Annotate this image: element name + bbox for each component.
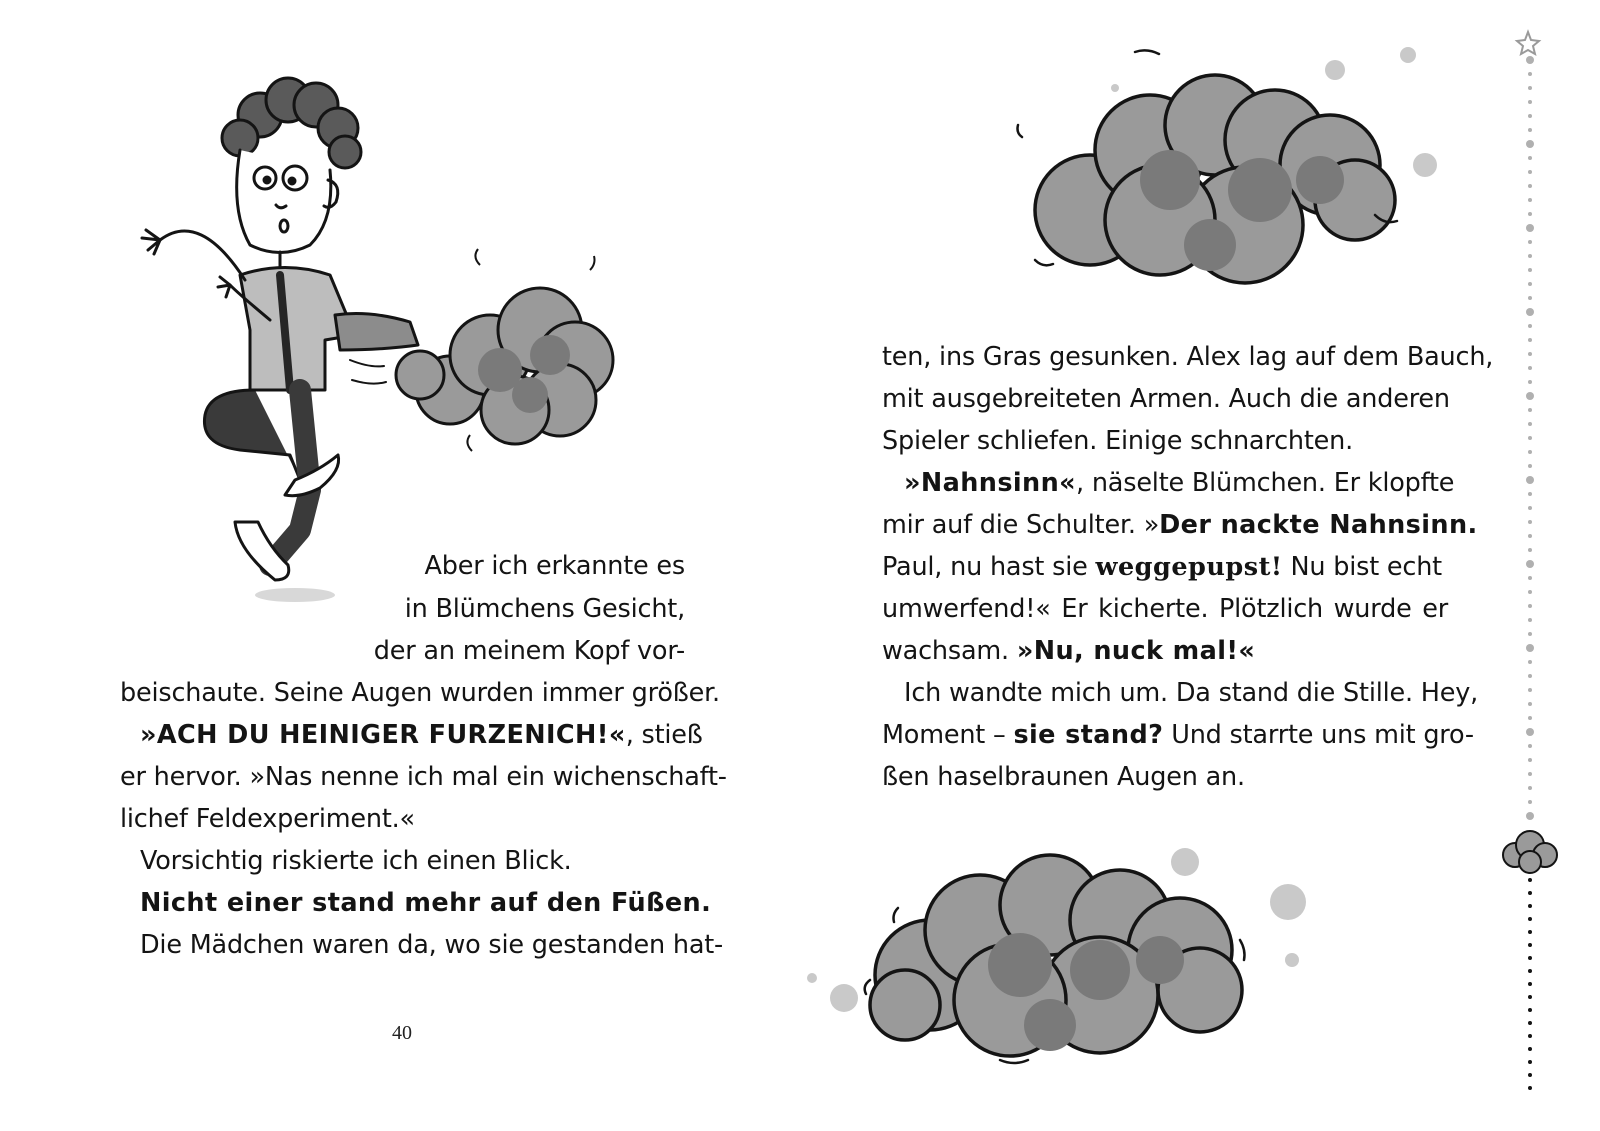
margin-dot: [1528, 995, 1532, 999]
margin-dot: [1526, 140, 1534, 148]
margin-dot: [1528, 1008, 1532, 1012]
margin-dot: [1528, 1047, 1532, 1051]
shout-text: »ACH DU HEINIGER FURZENICH!«: [140, 720, 626, 750]
margin-dot: [1526, 560, 1534, 568]
margin-dot: [1528, 338, 1532, 342]
margin-dot: [1528, 1086, 1532, 1090]
margin-dot: [1528, 72, 1532, 76]
text-span: , näselte Blümchen. Er klopfte: [1076, 468, 1455, 498]
gas-cloud-top: [1010, 40, 1450, 300]
text-line: er hervor. »Nas nenne ich mal ein wichenschaft-: [120, 762, 727, 792]
margin-dot: [1528, 904, 1532, 908]
margin-dot: [1528, 956, 1532, 960]
margin-dot: [1528, 548, 1532, 552]
text-line: Ich wandte mich um. Da stand die Stille. Hey,: [904, 678, 1479, 708]
text-line: der an meinem Kopf vor-: [373, 636, 685, 666]
margin-dot: [1528, 576, 1532, 580]
margin-dot: [1528, 184, 1532, 188]
margin-dot: [1528, 800, 1532, 804]
margin-dot: [1528, 878, 1532, 882]
margin-dot: [1528, 969, 1532, 973]
text-span: Paul, nu hast sie: [882, 552, 1096, 582]
text-span: , stieß: [625, 720, 703, 750]
shout-text: sie stand?: [1013, 720, 1164, 750]
margin-dot: [1526, 812, 1534, 820]
margin-dot: [1528, 744, 1532, 748]
margin-dot: [1528, 1021, 1532, 1025]
margin-dot: [1526, 308, 1534, 316]
boy-fart-illustration: [120, 60, 640, 620]
margin-dot: [1528, 660, 1532, 664]
shout-text: »Nahnsinn«: [904, 468, 1077, 498]
text-line: beischaute. Seine Augen wurden immer größer.: [120, 678, 720, 708]
text-span: Moment –: [882, 720, 1014, 750]
margin-dot: [1528, 1034, 1532, 1038]
margin-dot: [1528, 943, 1532, 947]
text-line: [882, 546, 1448, 589]
margin-dot: [1528, 674, 1532, 678]
margin-dot: [1528, 618, 1532, 622]
text-line: in Blümchens Gesicht,: [404, 594, 685, 624]
emphasis-line: Nicht einer stand mehr auf den Füßen.: [140, 888, 712, 918]
margin-dot: [1528, 254, 1532, 258]
text-span: mir auf die Schulter. »: [882, 510, 1160, 540]
text-span: Und starrte uns mit gro-: [1163, 720, 1474, 750]
margin-dot: [1528, 632, 1532, 636]
margin-dot: [1528, 128, 1532, 132]
margin-dot: [1526, 476, 1534, 484]
margin-dot: [1528, 758, 1532, 762]
margin-dot: [1528, 534, 1532, 538]
gas-cloud-bottom: [800, 840, 1320, 1070]
margin-dot: [1528, 170, 1532, 174]
margin-dot: [1528, 590, 1532, 594]
text-line: Aber ich erkannte es: [424, 551, 685, 581]
margin-dot: [1528, 702, 1532, 706]
margin-dot: [1528, 380, 1532, 384]
page-number: 40: [392, 1022, 412, 1044]
text-line: Die Mädchen waren da, wo sie gestanden hat-: [140, 930, 724, 960]
margin-dot: [1528, 688, 1532, 692]
margin-dot: [1528, 1060, 1532, 1064]
margin-dot: [1528, 100, 1532, 104]
text-line: Vorsichtig riskierte ich einen Blick.: [140, 846, 572, 876]
text-line: umwerfend!« Er kicherte. Plötzlich wurde er: [882, 594, 1448, 624]
text-line: Spieler schliefen. Einige schnarchten.: [882, 426, 1354, 456]
margin-dot: [1528, 352, 1532, 356]
margin-dot: [1528, 156, 1532, 160]
text-line: ten, ins Gras gesunken. Alex lag auf dem Bauch,: [882, 342, 1494, 372]
margin-dot: [1528, 930, 1532, 934]
margin-dot: [1528, 786, 1532, 790]
margin-dot: [1528, 86, 1532, 90]
margin-dot: [1526, 644, 1534, 652]
text-line: [904, 462, 1455, 505]
margin-dot: [1528, 604, 1532, 608]
margin-dot: [1526, 392, 1534, 400]
text-span: wachsam.: [882, 636, 1017, 666]
margin-dot: [1528, 408, 1532, 412]
margin-dot: [1528, 422, 1532, 426]
margin-dot: [1526, 56, 1534, 64]
margin-dot: [1528, 296, 1532, 300]
shout-text: Der nackte Nahnsinn.: [1159, 510, 1478, 540]
text-line: [882, 714, 1474, 757]
margin-dot: [1528, 492, 1532, 496]
text-line: [882, 504, 1478, 547]
shout-text: »Nu, nuck mal!«: [1016, 636, 1256, 666]
margin-dot: [1528, 268, 1532, 272]
margin-dot: [1528, 464, 1532, 468]
margin-dot: [1528, 506, 1532, 510]
margin-dot: [1528, 520, 1532, 524]
right-page: [800, 0, 1600, 1131]
margin-dot: [1526, 224, 1534, 232]
margin-dot: [1528, 436, 1532, 440]
margin-dot: [1528, 891, 1532, 895]
margin-dot: [1528, 240, 1532, 244]
dotted-margin-decoration: [1485, 30, 1575, 1110]
text-line: mit ausgebreiteten Armen. Auch die anderen: [882, 384, 1450, 414]
text-line: [140, 714, 703, 757]
margin-dot: [1528, 114, 1532, 118]
shout-text: weggepupst!: [1095, 552, 1283, 582]
text-line: [882, 630, 1255, 673]
margin-dot: [1528, 772, 1532, 776]
margin-dot: [1528, 198, 1532, 202]
text-line: ßen haselbraunen Augen an.: [882, 762, 1245, 792]
margin-dot: [1528, 716, 1532, 720]
margin-dot: [1528, 366, 1532, 370]
text-line: lichef Feldexperiment.«: [120, 804, 415, 834]
margin-dot: [1528, 212, 1532, 216]
margin-dot: [1528, 982, 1532, 986]
margin-dot: [1526, 728, 1534, 736]
margin-dot: [1528, 450, 1532, 454]
margin-dot: [1528, 1073, 1532, 1077]
margin-dot: [1528, 917, 1532, 921]
margin-dot: [1528, 324, 1532, 328]
margin-dot: [1528, 282, 1532, 286]
text-span: Nu bist echt: [1282, 552, 1442, 582]
